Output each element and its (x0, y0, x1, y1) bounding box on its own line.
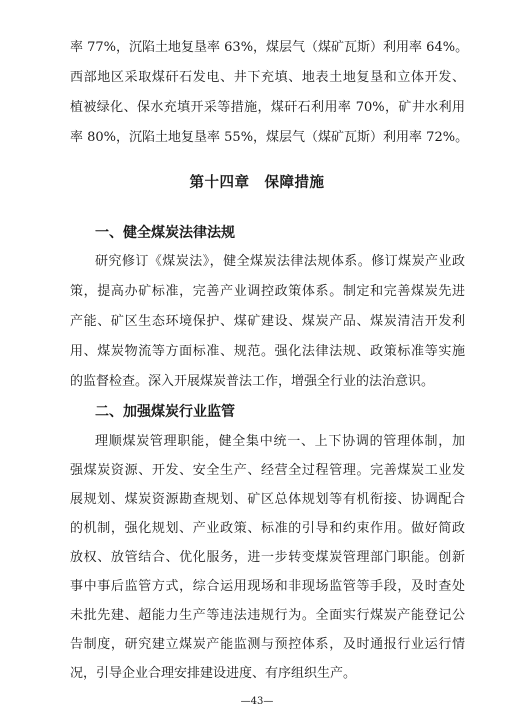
paragraph-line: 事中事后监管方式，综合运用现场和非现场监管等手段，及时查处 (70, 579, 465, 594)
page-number: —43— (240, 696, 274, 707)
paragraph-line: 的监督检查。深入开展煤炭普法工作，增强全行业的法治意识。 (70, 374, 435, 389)
paragraph-line: 研究修订《煤炭法》，健全煤炭法律法规体系。修订煤炭产业政 (95, 254, 465, 269)
section-heading: 一、健全煤炭法律法规 (95, 225, 235, 241)
paragraph-line: 未批先建、超能力生产等违法违规行为。全面实行煤炭产能登记公 (70, 608, 465, 623)
paragraph-line: 策，提高办矿标准，完善产业调控政策体系。制定和完善煤炭先进 (70, 284, 465, 299)
intro-line: 西部地区采取煤矸石发电、井下充填、地表土地复垦和立体开发、 (70, 70, 465, 85)
paragraph-line: 展规划、煤炭资源勘查规划、矿区总体规划等有机衔接、协调配合 (70, 492, 465, 507)
intro-line: 率 80%，沉陷土地复垦率 55%，煤层气（煤矿瓦斯）利用率 72%。 (70, 130, 469, 145)
paragraph-line: 理顺煤炭管理职能，健全集中统一、上下协调的管理体制，加 (95, 434, 465, 449)
section-heading: 二、加强煤炭行业监管 (95, 404, 235, 420)
paragraph-line: 的机制，强化规划、产业政策、标准的引导和约束作用。做好简政 (70, 521, 465, 536)
paragraph-line: 产能、矿区生态环境保护、煤矿建设、煤炭产品、煤炭清洁开发利 (70, 314, 465, 329)
paragraph-line: 用、煤炭物流等方面标准、规范。强化法律法规、政策标准等实施 (70, 344, 465, 359)
paragraph-line: 强煤炭资源、开发、安全生产、经营全过程管理。完善煤炭工业发 (70, 463, 465, 478)
intro-line: 植被绿化、保水充填开采等措施，煤矸石利用率 70%，矿井水利用 (70, 100, 465, 115)
paragraph-line: 况，引导企业合理安排建设进度、有序组织生产。 (70, 666, 357, 681)
chapter-title: 第十四章 保障措施 (189, 175, 325, 191)
paragraph-line: 告制度，研究建立煤炭产能监测与预控体系，及时通报行业运行情 (70, 637, 465, 652)
intro-line: 率 77%，沉陷土地复垦率 63%，煤层气（煤矿瓦斯）利用率 64%。 (70, 40, 469, 55)
paragraph-line: 放权、放管结合、优化服务，进一步转变煤炭管理部门职能。创新 (70, 550, 465, 565)
